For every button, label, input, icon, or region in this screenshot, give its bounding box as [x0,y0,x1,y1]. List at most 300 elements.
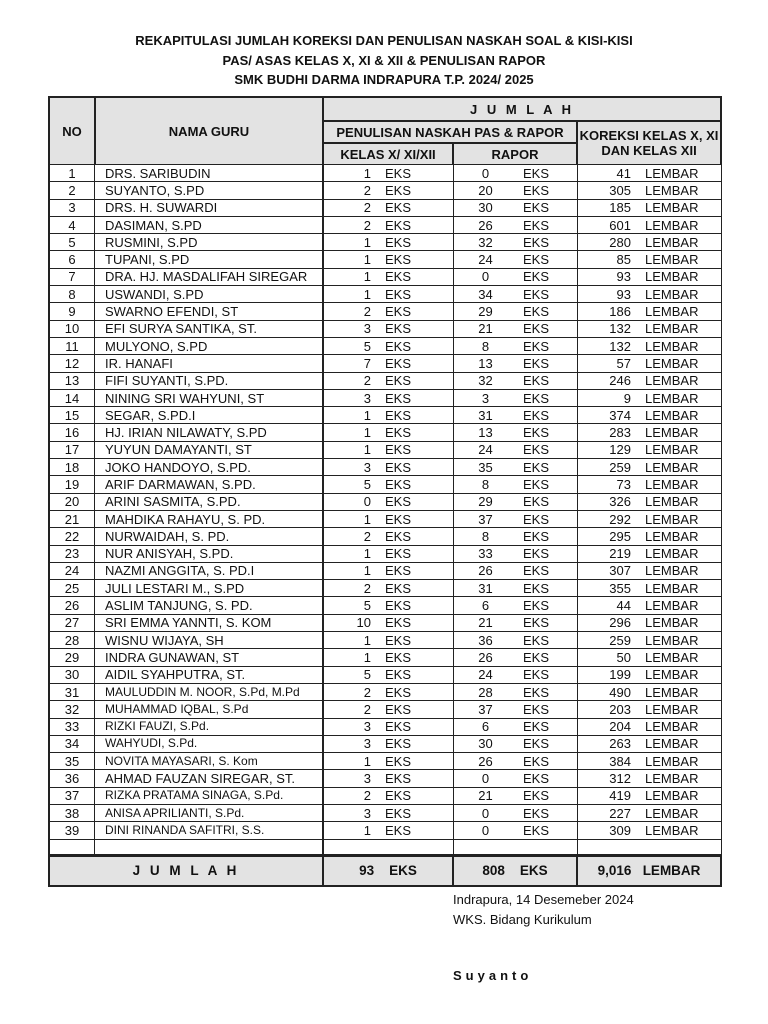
row-rapor-unit: EKS [517,805,577,822]
row-rapor-unit: EKS [517,632,577,649]
row-no: 19 [49,476,95,493]
table-row [49,546,721,563]
row-kelas-unit: EKS [379,459,453,476]
row-koreksi-value: 309 [577,822,639,839]
row-rapor-value: 31 [453,407,517,424]
row-koreksi-unit: LEMBAR [639,269,721,286]
table-row [49,200,721,217]
header-penulisan: PENULISAN NASKAH PAS & RAPOR [323,121,577,143]
row-koreksi-value: 41 [577,165,639,182]
row-kelas-unit: EKS [379,701,453,718]
row-koreksi-value: 280 [577,234,639,251]
row-rapor-unit: EKS [517,511,577,528]
row-kelas-unit: EKS [379,736,453,753]
row-nama-guru: SUYANTO, S.PD [95,182,323,199]
row-koreksi-value: 93 [577,269,639,286]
table-row [49,701,721,718]
row-koreksi-value: 246 [577,373,639,390]
row-rapor-unit: EKS [517,442,577,459]
row-no: 13 [49,373,95,390]
row-kelas-unit: EKS [379,407,453,424]
row-rapor-unit: EKS [517,736,577,753]
row-rapor-value: 28 [453,684,517,701]
row-koreksi-value: 199 [577,667,639,684]
table-row [49,822,721,839]
row-koreksi-value: 186 [577,303,639,320]
row-rapor-value: 0 [453,770,517,787]
row-nama-guru: ARINI SASMITA, S.PD. [95,494,323,511]
row-nama-guru: ANISA APRILIANTI, S.Pd. [95,805,323,822]
row-kelas-value: 2 [323,701,379,718]
row-kelas-unit: EKS [379,234,453,251]
row-kelas-unit: EKS [379,753,453,770]
row-nama-guru: MAHDIKA RAHAYU, S. PD. [95,511,323,528]
table-row [49,321,721,338]
row-rapor-unit: EKS [517,390,577,407]
total-kelas-value: 93 [359,863,375,879]
signature-name: Suyanto [453,968,533,983]
row-kelas-value: 5 [323,597,379,614]
row-rapor-unit: EKS [517,770,577,787]
row-no: 20 [49,494,95,511]
header-no: NO [49,97,95,165]
total-rapor-unit: EKS [519,863,548,879]
row-kelas-value: 3 [323,736,379,753]
row-nama-guru: USWANDI, S.PD [95,286,323,303]
row-kelas-unit: EKS [379,321,453,338]
signature-role: WKS. Bidang Kurikulum [453,912,592,927]
total-label: J U M L A H [49,855,323,886]
row-nama-guru: JOKO HANDOYO, S.PD. [95,459,323,476]
row-koreksi-value: 295 [577,528,639,545]
row-koreksi-unit: LEMBAR [639,476,721,493]
row-kelas-value: 1 [323,563,379,580]
row-nama-guru: NURWAIDAH, S. PD. [95,528,323,545]
row-no: 27 [49,615,95,632]
row-koreksi-unit: LEMBAR [639,390,721,407]
table-row [49,494,721,511]
row-rapor-value: 6 [453,597,517,614]
row-kelas-value: 5 [323,667,379,684]
row-koreksi-value: 374 [577,407,639,424]
row-koreksi-unit: LEMBAR [639,424,721,441]
row-nama-guru: NINING SRI WAHYUNI, ST [95,390,323,407]
table-row [49,373,721,390]
row-kelas-unit: EKS [379,511,453,528]
row-rapor-unit: EKS [517,597,577,614]
row-kelas-value: 2 [323,200,379,217]
table-row [49,424,721,441]
row-koreksi-unit: LEMBAR [639,286,721,303]
row-rapor-unit: EKS [517,217,577,234]
row-koreksi-value: 283 [577,424,639,441]
row-rapor-value: 34 [453,286,517,303]
row-no: 17 [49,442,95,459]
row-koreksi-unit: LEMBAR [639,615,721,632]
row-koreksi-value: 312 [577,770,639,787]
row-no: 11 [49,338,95,355]
row-no: 34 [49,736,95,753]
table-row [49,303,721,320]
row-kelas-unit: EKS [379,649,453,666]
row-rapor-unit: EKS [517,459,577,476]
row-rapor-unit: EKS [517,753,577,770]
row-rapor-unit: EKS [517,286,577,303]
row-koreksi-value: 57 [577,355,639,372]
row-nama-guru: TUPANI, S.PD [95,251,323,268]
row-rapor-value: 21 [453,615,517,632]
table-row [49,511,721,528]
row-koreksi-unit: LEMBAR [639,165,721,182]
row-koreksi-unit: LEMBAR [639,511,721,528]
total-koreksi-value: 9,016 [597,863,632,879]
row-rapor-value: 26 [453,217,517,234]
row-koreksi-unit: LEMBAR [639,217,721,234]
row-rapor-unit: EKS [517,407,577,424]
row-kelas-value: 7 [323,355,379,372]
row-rapor-unit: EKS [517,494,577,511]
row-no: 30 [49,667,95,684]
row-koreksi-unit: LEMBAR [639,407,721,424]
row-kelas-unit: EKS [379,719,453,736]
row-koreksi-value: 259 [577,459,639,476]
row-kelas-unit: EKS [379,494,453,511]
row-koreksi-unit: LEMBAR [639,563,721,580]
row-no: 7 [49,269,95,286]
row-no: 25 [49,580,95,597]
table-row [49,390,721,407]
row-koreksi-value: 326 [577,494,639,511]
row-rapor-unit: EKS [517,788,577,805]
table-row [49,615,721,632]
row-koreksi-value: 85 [577,251,639,268]
total-rapor [453,855,577,886]
table-row [49,580,721,597]
row-no: 33 [49,719,95,736]
row-kelas-value: 1 [323,234,379,251]
blank-row [49,840,721,855]
row-koreksi-unit: LEMBAR [639,338,721,355]
row-rapor-unit: EKS [517,580,577,597]
row-koreksi-value: 219 [577,546,639,563]
table-row [49,563,721,580]
row-koreksi-value: 307 [577,563,639,580]
header-kelas: KELAS X/ XI/XII [323,143,453,165]
row-kelas-unit: EKS [379,217,453,234]
row-rapor-value: 13 [453,424,517,441]
total-koreksi [577,855,721,886]
row-no: 2 [49,182,95,199]
row-kelas-value: 1 [323,269,379,286]
row-nama-guru: HJ. IRIAN NILAWATY, S.PD [95,424,323,441]
row-no: 24 [49,563,95,580]
title-line-1: REKAPITULASI JUMLAH KOREKSI DAN PENULISAN NASKAH SOAL & KISI-KISI [135,33,633,48]
row-kelas-unit: EKS [379,355,453,372]
total-koreksi-unit: LEMBAR [642,863,701,879]
row-kelas-value: 1 [323,286,379,303]
row-kelas-unit: EKS [379,286,453,303]
row-koreksi-value: 132 [577,321,639,338]
row-koreksi-value: 132 [577,338,639,355]
row-rapor-value: 24 [453,667,517,684]
row-no: 3 [49,200,95,217]
row-nama-guru: NUR ANISYAH, S.PD. [95,546,323,563]
row-nama-guru: FIFI SUYANTI, S.PD. [95,373,323,390]
row-kelas-value: 5 [323,476,379,493]
row-kelas-unit: EKS [379,476,453,493]
row-kelas-unit: EKS [379,373,453,390]
row-no: 38 [49,805,95,822]
row-rapor-unit: EKS [517,200,577,217]
row-rapor-unit: EKS [517,251,577,268]
row-kelas-unit: EKS [379,528,453,545]
row-kelas-value: 2 [323,580,379,597]
table-row [49,649,721,666]
row-nama-guru: SWARNO EFENDI, ST [95,303,323,320]
header-koreksi [577,121,721,165]
row-koreksi-unit: LEMBAR [639,442,721,459]
row-nama-guru: DRS. SARIBUDIN [95,165,323,182]
row-rapor-unit: EKS [517,563,577,580]
row-koreksi-value: 263 [577,736,639,753]
row-rapor-value: 24 [453,251,517,268]
row-rapor-unit: EKS [517,546,577,563]
row-rapor-unit: EKS [517,684,577,701]
row-koreksi-unit: LEMBAR [639,770,721,787]
row-rapor-unit: EKS [517,373,577,390]
row-rapor-value: 30 [453,200,517,217]
row-koreksi-value: 305 [577,182,639,199]
table-row [49,528,721,545]
row-koreksi-unit: LEMBAR [639,459,721,476]
signature-place-date: Indrapura, 14 Desemeber 2024 [453,892,634,907]
table-row [49,597,721,614]
row-koreksi-value: 419 [577,788,639,805]
row-kelas-value: 2 [323,788,379,805]
row-koreksi-value: 44 [577,597,639,614]
table-row [49,684,721,701]
row-no: 39 [49,822,95,839]
row-koreksi-unit: LEMBAR [639,580,721,597]
row-rapor-value: 24 [453,442,517,459]
row-kelas-unit: EKS [379,182,453,199]
row-kelas-value: 3 [323,390,379,407]
row-rapor-value: 29 [453,494,517,511]
table-row [49,165,721,182]
row-no: 29 [49,649,95,666]
table-row [49,805,721,822]
row-koreksi-value: 50 [577,649,639,666]
row-koreksi-value: 185 [577,200,639,217]
row-no: 10 [49,321,95,338]
row-rapor-value: 37 [453,511,517,528]
row-koreksi-unit: LEMBAR [639,805,721,822]
row-rapor-value: 0 [453,822,517,839]
row-kelas-unit: EKS [379,338,453,355]
row-no: 12 [49,355,95,372]
row-kelas-unit: EKS [379,788,453,805]
row-koreksi-unit: LEMBAR [639,546,721,563]
table-row [49,770,721,787]
row-koreksi-unit: LEMBAR [639,182,721,199]
row-koreksi-unit: LEMBAR [639,649,721,666]
table-row [49,442,721,459]
row-rapor-value: 21 [453,321,517,338]
table-row [49,338,721,355]
row-rapor-unit: EKS [517,338,577,355]
row-kelas-value: 3 [323,321,379,338]
row-koreksi-value: 292 [577,511,639,528]
title-line-3: SMK BUDHI DARMA INDRAPURA T.P. 2024/ 2025 [234,72,534,87]
row-nama-guru: ASLIM TANJUNG, S. PD. [95,597,323,614]
row-rapor-unit: EKS [517,269,577,286]
row-kelas-value: 1 [323,165,379,182]
row-koreksi-unit: LEMBAR [639,303,721,320]
row-nama-guru: AIDIL SYAHPUTRA, ST. [95,667,323,684]
table-row [49,182,721,199]
row-rapor-value: 3 [453,390,517,407]
row-kelas-value: 1 [323,424,379,441]
row-kelas-unit: EKS [379,597,453,614]
row-nama-guru: MUHAMMAD IQBAL, S.Pd [95,701,323,718]
row-no: 6 [49,251,95,268]
row-rapor-value: 0 [453,805,517,822]
row-kelas-unit: EKS [379,684,453,701]
row-nama-guru: DRA. HJ. MASDALIFAH SIREGAR [95,269,323,286]
row-kelas-unit: EKS [379,580,453,597]
row-rapor-value: 8 [453,528,517,545]
row-koreksi-value: 129 [577,442,639,459]
row-nama-guru: YUYUN DAMAYANTI, ST [95,442,323,459]
row-rapor-unit: EKS [517,667,577,684]
row-kelas-unit: EKS [379,563,453,580]
row-no: 9 [49,303,95,320]
header-nama-guru: NAMA GURU [95,97,323,165]
row-rapor-value: 32 [453,373,517,390]
total-kelas-unit: EKS [389,863,417,879]
row-rapor-unit: EKS [517,476,577,493]
row-no: 26 [49,597,95,614]
table-row [49,355,721,372]
row-nama-guru: DINI RINANDA SAFITRI, S.S. [95,822,323,839]
row-nama-guru: WISNU WIJAYA, SH [95,632,323,649]
row-kelas-value: 1 [323,753,379,770]
row-koreksi-value: 73 [577,476,639,493]
row-rapor-value: 8 [453,476,517,493]
row-kelas-unit: EKS [379,805,453,822]
row-no: 22 [49,528,95,545]
table-row [49,788,721,805]
row-koreksi-unit: LEMBAR [639,701,721,718]
row-nama-guru: SRI EMMA YANNTI, S. KOM [95,615,323,632]
row-rapor-unit: EKS [517,303,577,320]
table-row [49,632,721,649]
row-nama-guru: NAZMI ANGGITA, S. PD.I [95,563,323,580]
row-kelas-value: 3 [323,805,379,822]
row-nama-guru: MULYONO, S.PD [95,338,323,355]
row-nama-guru: IR. HANAFI [95,355,323,372]
row-no: 1 [49,165,95,182]
table-row [49,736,721,753]
row-kelas-value: 0 [323,494,379,511]
row-kelas-value: 1 [323,649,379,666]
row-koreksi-unit: LEMBAR [639,355,721,372]
row-koreksi-unit: LEMBAR [639,719,721,736]
table-row [49,269,721,286]
table-row [49,753,721,770]
recap-table [48,96,722,887]
row-kelas-value: 2 [323,182,379,199]
row-rapor-value: 8 [453,338,517,355]
row-kelas-unit: EKS [379,165,453,182]
row-no: 36 [49,770,95,787]
title-line-2: PAS/ ASAS KELAS X, XI & XII & PENULISAN RAPOR [222,52,546,68]
row-rapor-unit: EKS [517,321,577,338]
row-koreksi-unit: LEMBAR [639,753,721,770]
row-kelas-value: 1 [323,822,379,839]
row-koreksi-value: 601 [577,217,639,234]
row-rapor-value: 33 [453,546,517,563]
row-rapor-value: 21 [453,788,517,805]
row-koreksi-value: 490 [577,684,639,701]
row-kelas-value: 3 [323,459,379,476]
header-jumlah: J U M L A H [323,97,721,121]
table-row [49,251,721,268]
header-rapor: RAPOR [453,143,577,165]
row-rapor-value: 32 [453,234,517,251]
row-no: 21 [49,511,95,528]
table-row [49,407,721,424]
row-kelas-unit: EKS [379,442,453,459]
table-row [49,234,721,251]
row-nama-guru: MAULUDDIN M. NOOR, S.Pd, M.Pd [95,684,323,701]
row-no: 35 [49,753,95,770]
row-rapor-unit: EKS [517,165,577,182]
row-koreksi-value: 204 [577,719,639,736]
row-nama-guru: DRS. H. SUWARDI [95,200,323,217]
row-no: 37 [49,788,95,805]
row-kelas-value: 3 [323,719,379,736]
row-koreksi-unit: LEMBAR [639,736,721,753]
row-kelas-value: 5 [323,338,379,355]
row-kelas-value: 2 [323,303,379,320]
row-no: 32 [49,701,95,718]
row-koreksi-unit: LEMBAR [639,251,721,268]
table-row [49,459,721,476]
row-no: 18 [49,459,95,476]
row-rapor-value: 30 [453,736,517,753]
row-kelas-value: 1 [323,511,379,528]
row-kelas-value: 2 [323,217,379,234]
row-nama-guru: EFI SURYA SANTIKA, ST. [95,321,323,338]
total-row [49,855,721,886]
row-koreksi-unit: LEMBAR [639,528,721,545]
row-koreksi-value: 203 [577,701,639,718]
row-rapor-value: 0 [453,165,517,182]
row-rapor-value: 29 [453,303,517,320]
row-koreksi-value: 93 [577,286,639,303]
row-kelas-unit: EKS [379,269,453,286]
teacher-rows [49,165,721,840]
row-no: 14 [49,390,95,407]
row-koreksi-unit: LEMBAR [639,822,721,839]
total-rapor-value: 808 [482,863,505,879]
row-rapor-value: 37 [453,701,517,718]
row-nama-guru: NOVITA MAYASARI, S. Kom [95,753,323,770]
row-kelas-value: 3 [323,770,379,787]
row-nama-guru: RUSMINI, S.PD [95,234,323,251]
row-rapor-unit: EKS [517,701,577,718]
